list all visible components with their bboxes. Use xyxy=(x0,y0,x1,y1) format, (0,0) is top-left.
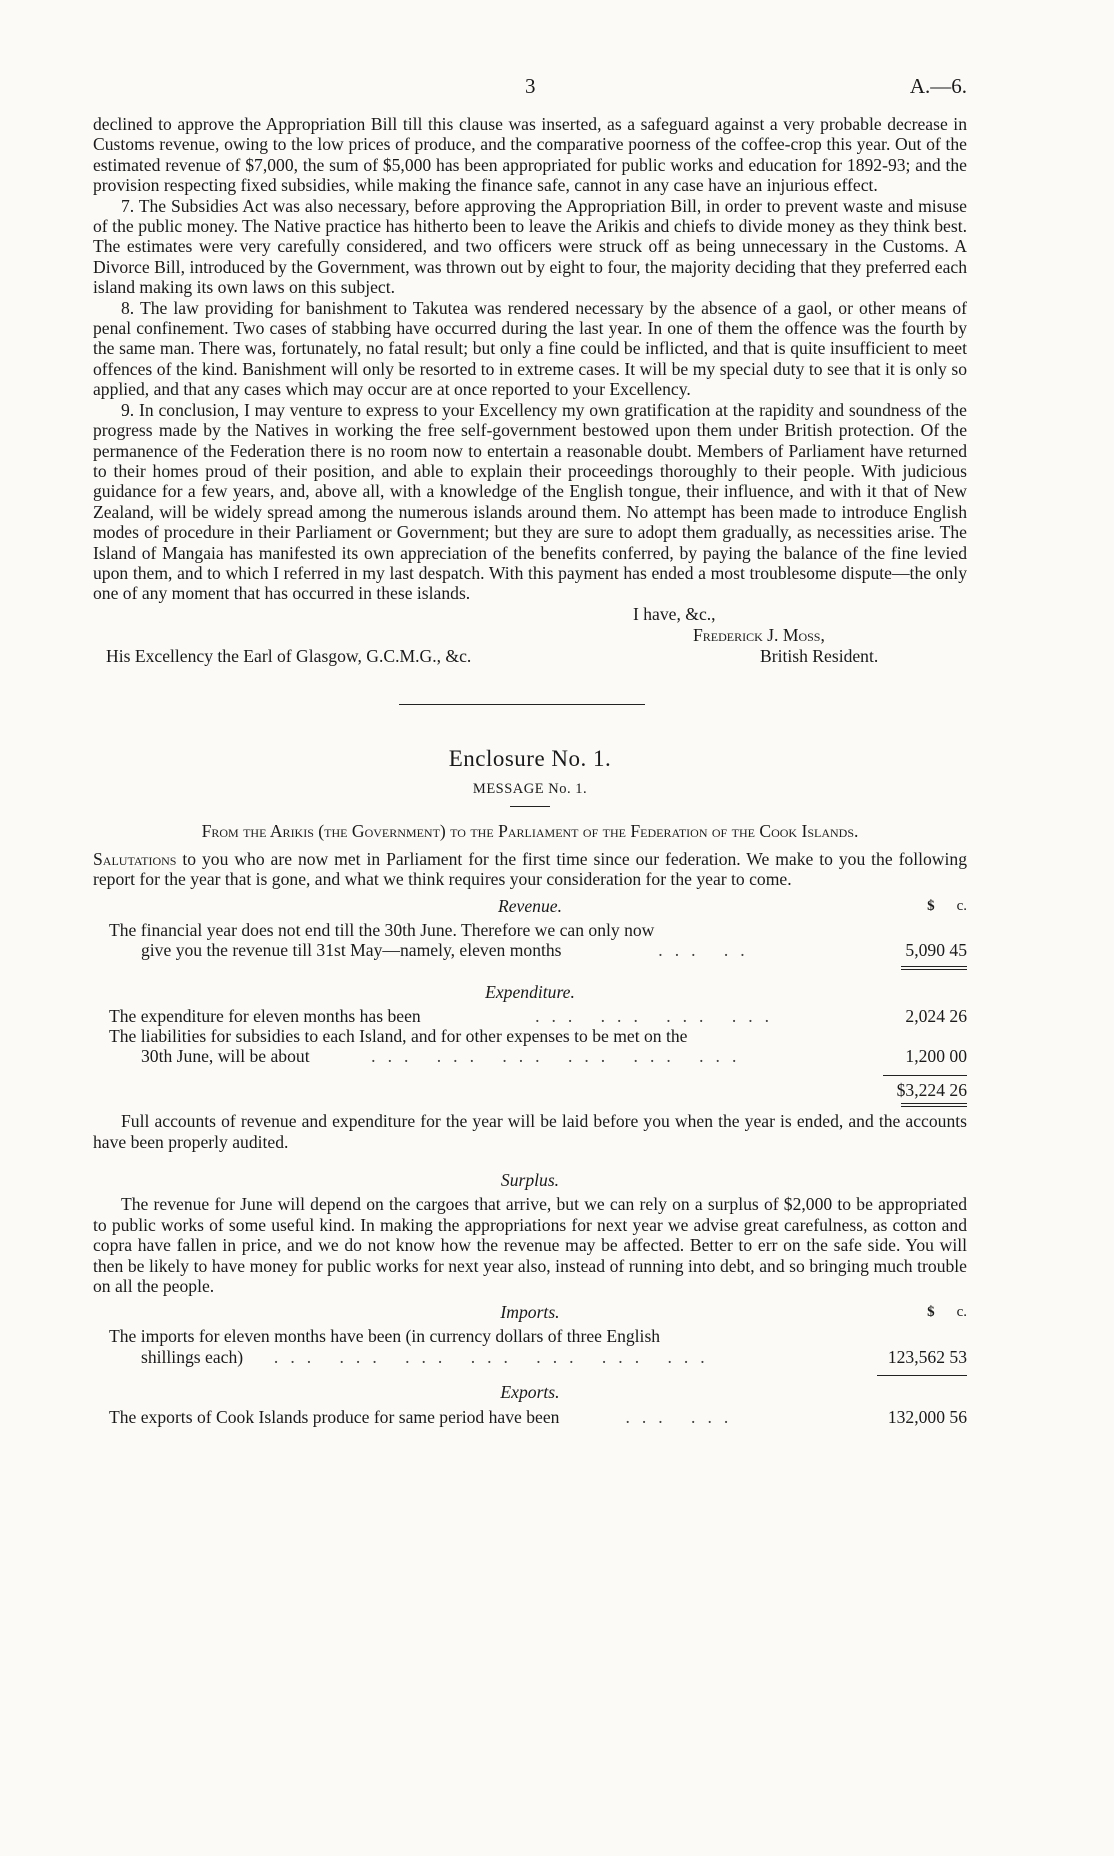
imports-line-2-wrap xyxy=(141,1347,877,1367)
liabilities-line-1: The liabilities for subsidies to each Island, and for other expenses to be met on the xyxy=(109,1026,688,1046)
page-number: 3 xyxy=(525,74,536,98)
dollar-sign: $ xyxy=(927,1304,935,1321)
leader-dots: ... ... ... ... ... ... ... xyxy=(273,1346,717,1367)
leader-dots: ... ... xyxy=(625,1406,741,1427)
double-rule xyxy=(901,1103,967,1107)
page-header xyxy=(93,70,967,114)
accounts-note: Full accounts of revenue and expenditure for the year will be laid before you when the year is ended, and the accounts have been properly audited. xyxy=(93,1111,967,1152)
exports-row xyxy=(109,1407,967,1427)
imports-entry xyxy=(93,1326,967,1367)
section-divider xyxy=(399,704,645,705)
paragraph-continuation: declined to approve the Appropriation Bill till this clause was inserted, as a safeguard against a very probable decrease in Customs revenue, owing to the low prices of produce, and the comparative poorness of the coffee-crop this year. Out of the estimated revenue of $7,000, the sum of $5,000 has been appropriated for public works and education for 1892-93; and the provision respecting fixed subsidies, while making the finance safe, cannot in any case have an injurious effect. xyxy=(93,114,967,196)
liabilities-line-2: 30th June, will be about xyxy=(141,1046,310,1067)
revenue-line-2 xyxy=(141,940,877,960)
paragraph-9: 9. In conclusion, I may venture to express to your Excellency my own gratification at the rapidity and soundness of the progress made by the Natives in working the free self-government bestowed upon them under British protection. Of the permanence of the Federation there is no room now to entertain a reasonable doubt. Members of Parliament have returned to their homes proud of their position, and able to explain their proceedings thoroughly to their people. With judicious guidance for a few years, and, above all, with a knowledge of the English tongue, their influence, and with it that of New Zealand, will be widely spread among the numerous islands around them. No attempt has been made to introduce English modes of procedure in their Parliament or Government; but they are sure to adopt them gradually, as necessities arise. The Island of Mangaia has manifested its own appreciation of the benefits conferred, by paying the balance of the fine levied upon them, and to which I referred in my last despatch. With this payment has ended a most troublesome dispute—the only one of any moment that has occurred in these islands. xyxy=(93,399,967,604)
total-rule xyxy=(883,1075,967,1076)
imports-heading-row xyxy=(93,1302,967,1326)
imports-heading: Imports. xyxy=(500,1302,560,1323)
message-subtitle: MESSAGE No. 1. xyxy=(472,781,588,798)
leader-dots: ... ... ... ... ... ... xyxy=(371,1046,749,1067)
exports-entry xyxy=(93,1407,967,1427)
signatory-title: British Resident. xyxy=(760,645,879,666)
imports-amount: 123,562 53 xyxy=(887,1346,967,1367)
cents-sign: c. xyxy=(956,1304,967,1321)
expenditure-heading: Expenditure. xyxy=(485,981,575,1002)
document-reference: A.—6. xyxy=(909,74,967,98)
exports-heading: Exports. xyxy=(500,1382,560,1403)
revenue-entry xyxy=(93,920,967,961)
revenue-line-1: The financial year does not end till the 30th June. Therefore we can only now xyxy=(109,919,655,940)
imports-rule xyxy=(877,1375,967,1376)
expenditure-row-1-text: The expenditure for eleven months has been xyxy=(109,1005,421,1026)
double-rule xyxy=(901,966,967,970)
signoff-block xyxy=(93,604,967,670)
leader-dots: ... .. xyxy=(658,940,757,961)
closing: I have, &c., xyxy=(633,603,716,624)
liabilities-amount: 1,200 00 xyxy=(905,1046,967,1067)
revenue-heading: Revenue. xyxy=(498,895,562,916)
expenditure-row-1-text-wrap xyxy=(109,1006,877,1026)
exports-text-wrap xyxy=(109,1407,877,1427)
liabilities-row-2 xyxy=(109,1046,967,1066)
subtitle-rule xyxy=(510,806,550,807)
expenditure-row-1 xyxy=(109,1006,967,1026)
dollar-sign: $ xyxy=(927,897,935,914)
revenue-line-2-row xyxy=(141,940,967,960)
exports-amount: 132,000 56 xyxy=(887,1406,967,1427)
expenditure-heading-row xyxy=(93,982,967,1006)
cents-sign: c. xyxy=(956,897,967,914)
addressee: His Excellency the Earl of Glasgow, G.C.M.G., &c. xyxy=(106,645,472,666)
leader-dots: ... ... ... ... xyxy=(535,1005,782,1026)
expenditure-amount: 2,024 26 xyxy=(905,1005,967,1026)
expenditure-entries xyxy=(93,1006,967,1067)
from-line: From the Arikis (the Government) to the Parliament of the Federation of the Cook Islands. xyxy=(201,820,859,841)
enclosure-title: Enclosure No. 1. xyxy=(448,745,612,771)
expenditure-total: $3,224 26 xyxy=(896,1079,967,1100)
imports-row-2 xyxy=(109,1347,967,1367)
revenue-line-2-text: give you the revenue till 31st May—namely, eleven months xyxy=(141,940,562,961)
paragraph-7: 7. The Subsidies Act was also necessary, before approving the Appropriation Bill, in order to prevent waste and misuse of the public money. The Native practice has hitherto been to leave the Arikis and chiefs to divide money as they think best. The estimates were very carefully considered, and two officers were struck off as being unnecessary in the Customs. A Divorce Bill, introduced by the Government, was thrown out by eight to four, the majority deciding that they preferred each island making its own laws on this subject. xyxy=(93,195,967,298)
imports-line-1: The imports for eleven months have been (in currency dollars of three English xyxy=(109,1326,661,1347)
revenue-amount: 5,090 45 xyxy=(905,940,967,961)
signatory-name: Frederick J. Moss, xyxy=(693,624,825,645)
document-page xyxy=(93,70,967,1427)
revenue-heading-row xyxy=(93,896,967,920)
salutation-paragraph xyxy=(93,849,967,890)
salutation-lead: Salutations xyxy=(93,848,177,869)
paragraph-8: 8. The law providing for banishment to Takutea was rendered necessary by the absence of a gaol, or other means of penal confinement. Two cases of stabbing have occurred during the last year. In one of them the offence was the fourth by the same man. There was, fortunately, no fatal result; but only a fine could be inflicted, and that is quite insufficient to meet offences of the kind. Banishment will only be resorted to in extreme cases. It will be my special duty to see that it is only so applied, and that any cases which may occur are at once reported to your Excellency. xyxy=(93,297,967,400)
salutation-text: to you who are now met in Parliament for the first time since our federation. We make to you the following report for the year that is gone, and what we think requires your consideration for the year to come. xyxy=(93,848,967,890)
surplus-heading: Surplus. xyxy=(500,1170,560,1191)
imports-line-2: shillings each) xyxy=(141,1346,244,1367)
exports-text: The exports of Cook Islands produce for same period have been xyxy=(109,1406,560,1427)
currency-header xyxy=(897,896,967,916)
currency-header xyxy=(897,1302,967,1322)
surplus-paragraph: The revenue for June will depend on the cargoes that arrive, but we can rely on a surplus of $2,000 to be appropriated to public works of some useful kind. In making the appropriations for next year we advise great carefulness, as cotton and copra have fallen in price, and we do not know how the revenue may be affected. Better to err on the safe side. You will then be likely to have money for public works for next year also, instead of running into debt, and so bringing much trouble on all the people. xyxy=(93,1194,967,1297)
liabilities-line-2-wrap xyxy=(141,1046,877,1066)
